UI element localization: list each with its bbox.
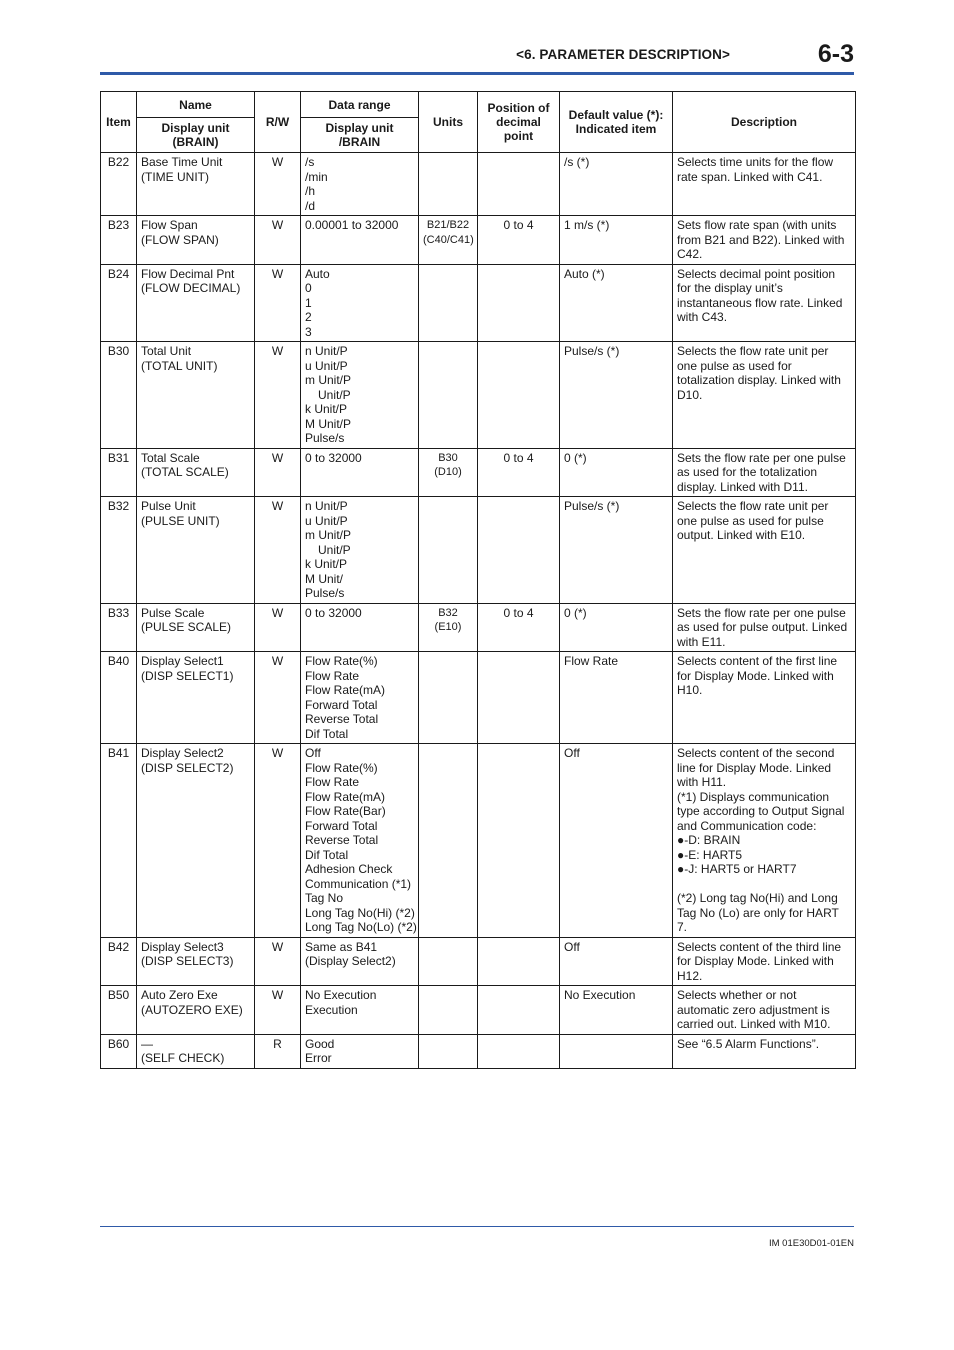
table-row xyxy=(101,342,856,449)
data-range xyxy=(301,264,419,342)
col-header-position: Position of decimal point xyxy=(478,92,560,153)
data-range-line: Same as B41 xyxy=(305,939,378,954)
data-range-line: Reverse Total xyxy=(305,712,379,726)
data-range-line: Flow Rate xyxy=(305,775,360,789)
description-line xyxy=(677,877,851,892)
param-name xyxy=(137,603,255,652)
param-name-line: (DISP SELECT2) xyxy=(141,760,234,775)
table-row xyxy=(101,153,856,216)
data-range-line: M Unit/ xyxy=(305,571,344,586)
param-name-line: (DISP SELECT3) xyxy=(141,954,234,968)
default-value: No Execution xyxy=(560,986,673,1035)
data-range-line: m Unit/P xyxy=(305,528,352,542)
col-header-rw: R/W xyxy=(255,92,301,153)
data-range-line: 0 xyxy=(305,281,312,295)
item-code: B24 xyxy=(101,264,137,342)
decimal-position: 0 to 4 xyxy=(478,448,560,497)
data-range-line: 2 xyxy=(305,310,312,324)
param-name-line: (FLOW DECIMAL) xyxy=(141,281,241,295)
param-name xyxy=(137,937,255,986)
description-line: Selects content of the third line for Display Mode. Linked with H12. xyxy=(677,939,842,983)
data-range-line: /h xyxy=(305,184,316,198)
param-name xyxy=(137,744,255,938)
data-range-line: 0 to 32000 xyxy=(305,450,362,465)
decimal-position xyxy=(478,937,560,986)
table-row xyxy=(101,448,856,497)
item-code: B23 xyxy=(101,216,137,265)
param-name-line: Display Select3 xyxy=(141,939,224,954)
param-name-line: (FLOW SPAN) xyxy=(141,232,219,247)
units-value xyxy=(419,497,478,604)
rw-value: W xyxy=(255,937,301,986)
default-value: Off xyxy=(560,744,673,938)
description xyxy=(673,1034,856,1068)
table-row xyxy=(101,1034,856,1068)
decimal-position xyxy=(478,342,560,449)
data-range-line: Tag No xyxy=(305,891,344,905)
item-code: B31 xyxy=(101,448,137,497)
data-range-line: Pulse/s xyxy=(305,431,345,445)
data-range-line: 3 xyxy=(305,324,312,339)
description-line: See “6.5 Alarm Functions”. xyxy=(677,1036,820,1051)
param-name-line: (SELF CHECK) xyxy=(141,1051,225,1065)
description-line: Selects content of the first line for Display Mode. Linked with H10. xyxy=(677,654,838,697)
description xyxy=(673,603,856,652)
data-range xyxy=(301,1034,419,1068)
units-value xyxy=(419,448,478,497)
description xyxy=(673,986,856,1035)
param-name xyxy=(137,448,255,497)
footer-rule xyxy=(100,1226,854,1227)
units-value xyxy=(419,216,478,265)
units-value-line: (E10) xyxy=(434,621,462,633)
units-value xyxy=(419,153,478,216)
param-name-line: Total Unit xyxy=(141,344,192,358)
data-range-line: /min xyxy=(305,169,328,184)
data-range-line: Unit/P xyxy=(318,387,351,402)
table-row xyxy=(101,986,856,1035)
data-range-line: m Unit/P xyxy=(305,373,352,387)
rw-value: W xyxy=(255,153,301,216)
data-range-line: n Unit/P xyxy=(305,344,348,358)
param-name xyxy=(137,216,255,265)
description-line: Sets the flow rate per one pulse as used for pulse output. Linked with E11. xyxy=(677,605,848,649)
default-value: 0 (*) xyxy=(560,448,673,497)
description-line: Selects whether or not automatic zero adjustment is carried out. Linked with M10. xyxy=(677,988,831,1031)
param-name-line: Pulse Scale xyxy=(141,605,205,620)
decimal-position xyxy=(478,264,560,342)
param-name xyxy=(137,1034,255,1068)
col-header-description: Description xyxy=(673,92,856,153)
rw-value: W xyxy=(255,744,301,938)
table-row xyxy=(101,216,856,265)
data-range-line: Flow Rate(%) xyxy=(305,760,378,775)
param-name-line: Total Scale xyxy=(141,450,200,465)
rw-value: W xyxy=(255,603,301,652)
param-name-line: (PULSE SCALE) xyxy=(141,620,232,634)
table-header xyxy=(101,92,856,153)
col-header-default: Default value (*): Indicated item xyxy=(560,92,673,153)
rw-value: W xyxy=(255,448,301,497)
description-line: Selects content of the second line for Display Mode. Linked with H11. xyxy=(677,746,835,789)
param-name-line: Display Select2 xyxy=(141,746,224,760)
data-range-line: Auto xyxy=(305,266,330,281)
description-line: ●-D: BRAIN xyxy=(677,833,741,847)
units-value-line: B32 xyxy=(438,606,458,619)
units-value xyxy=(419,652,478,744)
col-header-data-range: Data range xyxy=(301,92,419,118)
param-name-line: Flow Span xyxy=(141,218,198,232)
table-row xyxy=(101,744,856,938)
page-number: 6-3 xyxy=(817,40,854,68)
item-code: B30 xyxy=(101,342,137,449)
item-code: B22 xyxy=(101,153,137,216)
default-value: Auto (*) xyxy=(560,264,673,342)
item-code: B32 xyxy=(101,497,137,604)
rw-value: W xyxy=(255,216,301,265)
data-range-line: M Unit/P xyxy=(305,416,352,431)
description-line: ●-J: HART5 or HART7 xyxy=(677,862,797,876)
data-range-line: Dif Total xyxy=(305,726,349,741)
table-row xyxy=(101,937,856,986)
param-name-line: Display Select1 xyxy=(141,654,224,668)
units-value xyxy=(419,937,478,986)
item-code: B41 xyxy=(101,744,137,938)
units-value xyxy=(419,264,478,342)
data-range-line: 0.00001 to 32000 xyxy=(305,218,399,232)
col-header-display-unit-brain: Display unit (BRAIN) xyxy=(137,118,255,153)
rw-value: W xyxy=(255,342,301,449)
data-range-line: /s xyxy=(305,155,315,169)
data-range-line: 1 xyxy=(305,295,312,310)
table-row xyxy=(101,264,856,342)
description-line: Selects decimal point position for the display unit’s instantaneous flow rate. Linked with C43. xyxy=(677,266,843,324)
param-name-line: Pulse Unit xyxy=(141,499,196,513)
units-value xyxy=(419,744,478,938)
col-header-units: Units xyxy=(419,92,478,153)
default-value: Flow Rate xyxy=(560,652,673,744)
units-value xyxy=(419,1034,478,1068)
description xyxy=(673,744,856,938)
data-range-line: Flow Rate(Bar) xyxy=(305,804,386,818)
param-name-line: (AUTOZERO EXE) xyxy=(141,1002,243,1017)
parameter-table xyxy=(100,91,856,1069)
param-name xyxy=(137,497,255,604)
decimal-position xyxy=(478,652,560,744)
data-range-line: Unit/P xyxy=(318,542,351,557)
document-id: IM 01E30D01-01EN xyxy=(768,1238,854,1249)
data-range-line: (Display Select2) xyxy=(305,954,396,968)
decimal-position xyxy=(478,744,560,938)
param-name-line: (DISP SELECT1) xyxy=(141,668,234,683)
description xyxy=(673,153,856,216)
data-range-line: Flow Rate(mA) xyxy=(305,789,386,804)
col-header-name: Name xyxy=(137,92,255,118)
data-range xyxy=(301,216,419,265)
description xyxy=(673,448,856,497)
param-name-line: Base Time Unit xyxy=(141,155,223,169)
description-line: ●-E: HART5 xyxy=(677,847,743,862)
data-range xyxy=(301,497,419,604)
decimal-position xyxy=(478,497,560,604)
rw-value: W xyxy=(255,497,301,604)
decimal-position: 0 to 4 xyxy=(478,603,560,652)
units-value-line: B21/B22 xyxy=(426,219,470,231)
rw-value: R xyxy=(255,1034,301,1068)
description xyxy=(673,264,856,342)
data-range-line: Dif Total xyxy=(305,847,349,862)
default-value: Pulse/s (*) xyxy=(560,342,673,449)
param-name xyxy=(137,986,255,1035)
data-range-line: n Unit/P xyxy=(305,499,348,513)
data-range-line: Flow Rate(%) xyxy=(305,654,378,668)
item-code: B33 xyxy=(101,603,137,652)
col-header-item: Item xyxy=(101,92,137,153)
item-code: B40 xyxy=(101,652,137,744)
description xyxy=(673,216,856,265)
description-line: Selects time units for the flow rate span. Linked with C41. xyxy=(677,155,834,184)
data-range-line: Forward Total xyxy=(305,697,378,712)
description-line: Selects the flow rate unit per one pulse as used for totalization display. Linked with D10. xyxy=(677,344,841,402)
units-value xyxy=(419,603,478,652)
description-line: Sets the flow rate per one pulse as used for the totalization display. Linked with D11. xyxy=(677,450,846,494)
description-line: (*2) Long tag No(Hi) and Long Tag No (Lo) are only for HART 7. xyxy=(677,891,839,934)
data-range-line: Pulse/s xyxy=(305,586,345,600)
item-code: B60 xyxy=(101,1034,137,1068)
data-range-line: Good xyxy=(305,1036,335,1051)
section-title: <6. PARAMETER DESCRIPTION> xyxy=(516,47,730,62)
data-range-line: u Unit/P xyxy=(305,358,348,373)
param-name-line: (TOTAL UNIT) xyxy=(141,358,218,373)
data-range-line: 0 to 32000 xyxy=(305,605,362,620)
param-name-line: Flow Decimal Pnt xyxy=(141,266,235,281)
param-name xyxy=(137,652,255,744)
data-range xyxy=(301,937,419,986)
param-name-line: (TOTAL SCALE) xyxy=(141,465,229,479)
item-code: B50 xyxy=(101,986,137,1035)
default-value: /s (*) xyxy=(560,153,673,216)
default-value: 1 m/s (*) xyxy=(560,216,673,265)
description xyxy=(673,497,856,604)
data-range-line: Long Tag No(Lo) (*2) xyxy=(305,920,417,934)
description-line: (*1) Displays communication type according to Output Signal and Communication code: xyxy=(677,789,845,833)
param-name-line: Auto Zero Exe xyxy=(141,988,218,1002)
default-value: Pulse/s (*) xyxy=(560,497,673,604)
default-value: 0 (*) xyxy=(560,603,673,652)
data-range xyxy=(301,652,419,744)
units-value xyxy=(419,986,478,1035)
data-range xyxy=(301,153,419,216)
data-range-line: u Unit/P xyxy=(305,513,348,528)
description-line: Sets flow rate span (with units from B21 and B22). Linked with C42. xyxy=(677,218,845,261)
data-range-line: Reverse Total xyxy=(305,833,379,847)
data-range-line: k Unit/P xyxy=(305,402,348,416)
table-body xyxy=(101,153,856,1069)
rw-value: W xyxy=(255,986,301,1035)
rw-value: W xyxy=(255,652,301,744)
description xyxy=(673,652,856,744)
table-row xyxy=(101,497,856,604)
decimal-position xyxy=(478,1034,560,1068)
header-rule xyxy=(100,72,854,75)
data-range-line: Off xyxy=(305,746,321,760)
decimal-position: 0 to 4 xyxy=(478,216,560,265)
param-name xyxy=(137,153,255,216)
data-range-line: Communication (*1) xyxy=(305,876,412,891)
data-range-line: Execution xyxy=(305,1002,358,1017)
decimal-position xyxy=(478,986,560,1035)
data-range-line: Flow Rate xyxy=(305,668,360,683)
table-row xyxy=(101,652,856,744)
col-header-data-range-sub: Display unit /BRAIN xyxy=(301,118,419,153)
param-name-line: (PULSE UNIT) xyxy=(141,513,220,528)
default-value xyxy=(560,1034,673,1068)
item-code: B42 xyxy=(101,937,137,986)
data-range-line: Error xyxy=(305,1051,332,1065)
data-range xyxy=(301,603,419,652)
description-line: Selects the flow rate unit per one pulse as used for pulse output. Linked with E10. xyxy=(677,499,829,542)
description xyxy=(673,937,856,986)
data-range xyxy=(301,448,419,497)
data-range xyxy=(301,342,419,449)
data-range-line: Flow Rate(mA) xyxy=(305,683,386,697)
data-range-line: No Execution xyxy=(305,988,377,1002)
units-value xyxy=(419,342,478,449)
default-value: Off xyxy=(560,937,673,986)
data-range-line: /d xyxy=(305,198,316,213)
param-name xyxy=(137,342,255,449)
units-value-line: (D10) xyxy=(434,466,462,478)
table-row xyxy=(101,603,856,652)
data-range xyxy=(301,744,419,938)
param-name-line: — xyxy=(141,1036,153,1051)
decimal-position xyxy=(478,153,560,216)
rw-value: W xyxy=(255,264,301,342)
param-name-line: (TIME UNIT) xyxy=(141,169,209,184)
data-range-line: k Unit/P xyxy=(305,557,348,571)
units-value-line: (C40/C41) xyxy=(423,233,474,246)
data-range-line: Forward Total xyxy=(305,818,378,833)
data-range-line: Adhesion Check xyxy=(305,862,393,876)
units-value-line: B30 xyxy=(438,451,458,464)
data-range xyxy=(301,986,419,1035)
param-name xyxy=(137,264,255,342)
data-range-line: Long Tag No(Hi) (*2) xyxy=(305,905,415,920)
description xyxy=(673,342,856,449)
